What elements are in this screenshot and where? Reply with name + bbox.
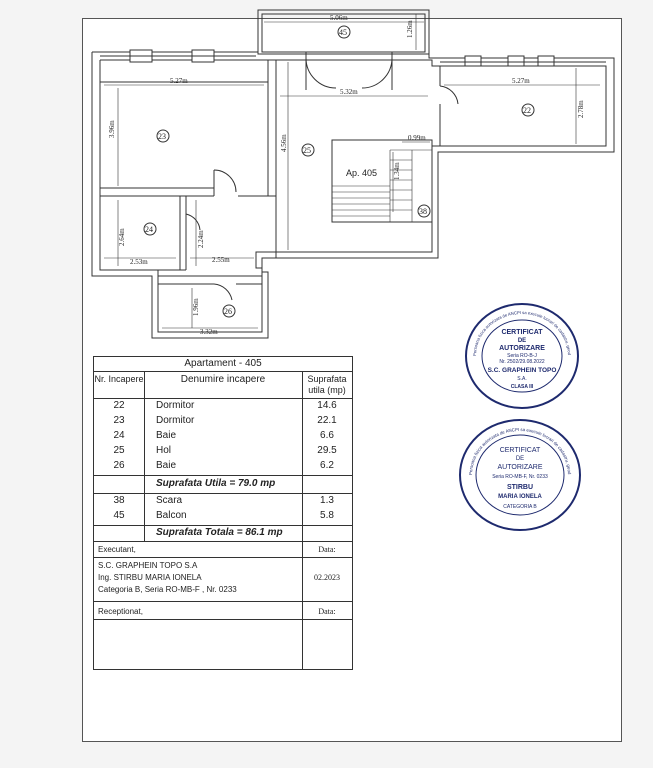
dim-r24-width: 2.53m bbox=[130, 258, 148, 266]
cell-name: Hol bbox=[156, 445, 172, 456]
stamp1-line5: Nr. 2502/29.08.2022 bbox=[499, 359, 545, 365]
authorization-stamp-engineer bbox=[456, 416, 584, 534]
cell-nr: 38 bbox=[113, 495, 125, 506]
company-row bbox=[94, 561, 352, 573]
cell-name: Balcon bbox=[156, 510, 187, 521]
header-area: Suprafata utila (mp) bbox=[307, 374, 347, 395]
stamp2-line6: MARIA IONELA bbox=[498, 494, 542, 500]
dim-r23-width: 5.27m bbox=[170, 77, 188, 85]
cell-name: Dormitor bbox=[156, 415, 195, 426]
room-schedule-table bbox=[93, 356, 353, 670]
table-row bbox=[94, 460, 352, 474]
room-id-26: 26 bbox=[224, 307, 232, 316]
table-row bbox=[94, 430, 352, 444]
room-id-22: 22 bbox=[523, 106, 531, 115]
authorization-stamp-company bbox=[462, 300, 582, 412]
room-id-25: 25 bbox=[303, 146, 311, 155]
cell-nr: 26 bbox=[113, 460, 125, 471]
dim-r26-depth: 1.96m bbox=[192, 298, 200, 316]
table-row bbox=[94, 400, 352, 414]
stamp2-ring-text: Persoana fizica autorizata de ANCPI sa execute lucrari de cadastru, geod bbox=[467, 426, 573, 476]
cell-name: Scara bbox=[156, 495, 183, 506]
dim-hall-depth: 4.56m bbox=[280, 134, 288, 152]
stamp2-line3: AUTORIZARE bbox=[497, 464, 543, 471]
grand-total-text: Suprafata Totala = 86.1 mp bbox=[156, 527, 283, 538]
room-id-45: 45 bbox=[339, 28, 347, 37]
category-text: Categoria B, Seria RO-MB-F , Nr. 0233 bbox=[98, 585, 237, 594]
cell-area: 5.8 bbox=[320, 510, 334, 521]
cell-nr: 22 bbox=[113, 400, 125, 411]
cell-nr: 25 bbox=[113, 445, 125, 456]
engineer-row bbox=[94, 573, 352, 585]
stamp1-line8: CLASA III bbox=[510, 384, 534, 390]
stamp2-line2: DE bbox=[515, 456, 525, 462]
room-id-23: 23 bbox=[158, 132, 166, 141]
executant-label: Executant, bbox=[98, 545, 136, 554]
cell-area: 22.1 bbox=[317, 415, 337, 426]
stamp1-line4: Seria RO-B-J bbox=[507, 353, 537, 359]
table-title: Apartament - 405 bbox=[184, 358, 262, 369]
category-row bbox=[94, 585, 352, 597]
date-label-2: Data: bbox=[318, 607, 336, 616]
table-row bbox=[94, 415, 352, 429]
dim-r23-depth: 3.96m bbox=[108, 120, 116, 138]
cell-name: Baie bbox=[156, 430, 177, 441]
cell-area: 6.6 bbox=[320, 430, 334, 441]
cell-area: 1.3 bbox=[320, 495, 334, 506]
table-row bbox=[94, 495, 352, 509]
table-row bbox=[94, 445, 352, 459]
room-id-38: 38 bbox=[419, 207, 427, 216]
dim-balcony-width: 5.06m bbox=[330, 14, 348, 22]
header-name: Denumire incapere bbox=[180, 374, 266, 385]
date-value: 02.2023 bbox=[314, 573, 340, 582]
dim-hall-lower-width: 2.55m bbox=[212, 256, 230, 264]
table-header bbox=[94, 372, 352, 398]
dim-r24-depth: 2.64m bbox=[118, 228, 126, 246]
stamp1-line6: S.C. GRAPHEIN TOPO bbox=[487, 367, 557, 374]
cell-nr: 23 bbox=[113, 415, 125, 426]
date-label: Data: bbox=[318, 545, 336, 554]
cell-area: 29.5 bbox=[317, 445, 337, 456]
receptionat-label: Receptionat, bbox=[98, 607, 143, 616]
executant-row bbox=[94, 545, 352, 557]
dim-stair-depth: 1.34m bbox=[393, 162, 401, 180]
cell-nr: 45 bbox=[113, 510, 125, 521]
cell-nr: 24 bbox=[113, 430, 125, 441]
apartment-label: Ap. 405 bbox=[346, 168, 378, 178]
cell-name: Dormitor bbox=[156, 400, 195, 411]
stamp2-line1: CERTIFICAT bbox=[499, 447, 541, 454]
cell-area: 6.2 bbox=[320, 460, 334, 471]
dim-r22-depth: 2.78m bbox=[577, 100, 585, 118]
dim-r26-width: 3.32m bbox=[200, 328, 218, 336]
engineer-name: Ing. STIRBU MARIA IONELA bbox=[98, 573, 202, 582]
dim-stair-width: 0.99m bbox=[408, 134, 426, 142]
stamp1-line7: S.A. bbox=[517, 376, 527, 382]
cell-area: 14.6 bbox=[317, 400, 337, 411]
receptionat-row bbox=[94, 607, 352, 619]
stamp2-line7: CATEGORIA B bbox=[503, 504, 537, 510]
dim-r22-width: 5.27m bbox=[512, 77, 530, 85]
cell-name: Baie bbox=[156, 460, 177, 471]
grand-total bbox=[94, 527, 352, 541]
header-nr: Nr. Incapere bbox=[94, 374, 144, 384]
stamp2-line5: STIRBU bbox=[506, 484, 534, 491]
useful-area-text: Suprafata Utila = 79.0 mp bbox=[156, 478, 276, 489]
dim-hall-width: 5.32m bbox=[340, 88, 358, 96]
useful-area-total bbox=[94, 478, 352, 492]
dim-hall-lower-depth: 2.24m bbox=[197, 230, 205, 248]
stamp1-line1: CERTIFICAT bbox=[501, 329, 543, 336]
table-row bbox=[94, 510, 352, 524]
stamp2-line4: Seria RO-MB-F, Nr. 0233 bbox=[492, 474, 548, 480]
stamp1-ring-text: Persoana fizica autorizata de ANCPI sa execute lucrari de cadastru, geod bbox=[471, 309, 573, 357]
dim-balcony-depth: 1.26m bbox=[406, 20, 414, 38]
stamp1-line3: AUTORIZARE bbox=[499, 345, 545, 352]
room-id-24: 24 bbox=[145, 225, 153, 234]
stamp1-line2: DE bbox=[517, 338, 527, 344]
company-name: S.C. GRAPHEIN TOPO S.A bbox=[98, 561, 198, 570]
